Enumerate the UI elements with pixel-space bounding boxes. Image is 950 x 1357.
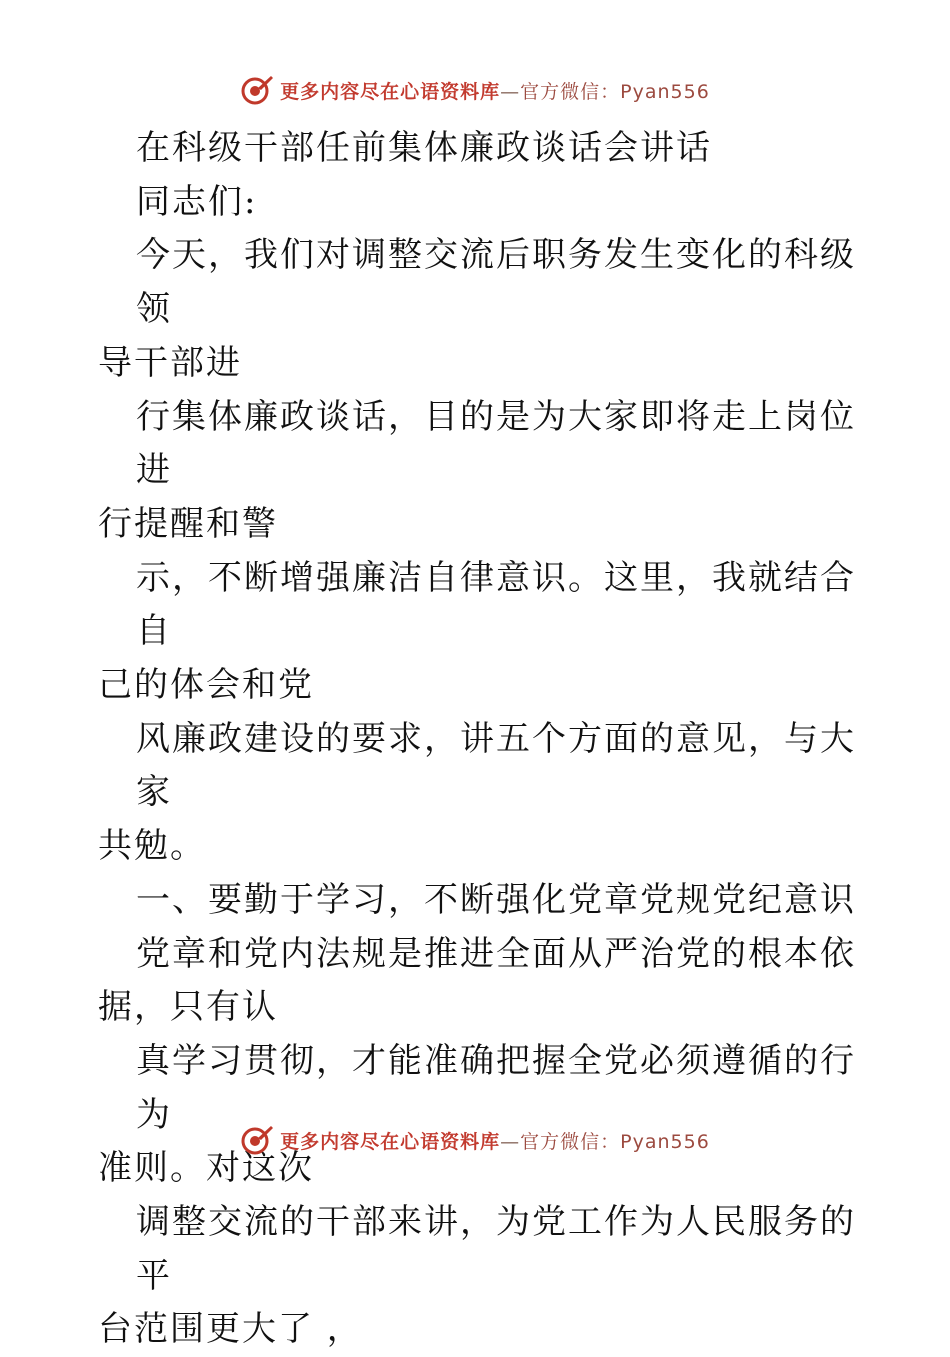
text-line: 导干部进 <box>98 342 242 383</box>
text-line: 风廉政建设的要求，讲五个方面的意见，与大家 <box>136 718 856 813</box>
document-body <box>98 122 858 1357</box>
line-row <box>98 659 858 713</box>
text-line: 真学习贯彻，才能准确把握全党必须遵循的行为 <box>136 1040 856 1135</box>
text-line: 示，不断增强廉洁自律意识。这里，我就结合自 <box>136 557 856 652</box>
watermark-dash: — <box>500 80 521 103</box>
line-row <box>98 122 858 176</box>
text-line: 共勉。 <box>98 826 206 867</box>
line-row <box>98 1196 858 1303</box>
watermark-wechat: 官方微信：Pyan556 <box>520 1130 710 1153</box>
footer-watermark-banner <box>0 1120 950 1160</box>
text-line: 行提醒和警 <box>98 503 278 544</box>
line-row <box>98 229 858 336</box>
watermark-dash: — <box>500 1130 521 1153</box>
watermark-brand: 更多内容尽在心语资料库 <box>280 1130 501 1153</box>
line-row <box>98 874 858 928</box>
text-line: 同志们: <box>136 181 258 222</box>
line-row <box>98 1303 858 1357</box>
text-line: 一、要勤于学习，不断强化党章党规党纪意识 <box>136 879 856 920</box>
text-line: 台范围更大了 ， <box>98 1309 363 1350</box>
line-row <box>98 337 858 391</box>
watermark-text <box>280 1127 710 1154</box>
line-row <box>98 552 858 659</box>
header-watermark-banner <box>0 70 950 110</box>
text-line: 党章和党内法规是推进全面从严治党的根本依 <box>136 933 856 974</box>
watermark-text <box>280 77 710 104</box>
text-line: 行集体廉政谈话，目的是为大家即将走上岗位进 <box>136 396 856 491</box>
line-row <box>98 498 858 552</box>
text-line: 准则。对这次 <box>98 1148 314 1189</box>
text-line: 己的体会和党 <box>98 665 314 706</box>
text-line: 今天，我们对调整交流后职务发生变化的科级领 <box>136 235 856 330</box>
pen-logo-icon <box>240 1123 274 1157</box>
text-line: 调整交流的干部来讲，为党工作为人民服务的平 <box>136 1202 856 1296</box>
line-row <box>98 713 858 820</box>
line-row <box>98 981 858 1035</box>
watermark-wechat: 官方微信：Pyan556 <box>520 80 710 103</box>
line-row <box>98 928 858 982</box>
text-line: 据，只有认 <box>98 987 278 1028</box>
watermark-brand: 更多内容尽在心语资料库 <box>280 80 501 103</box>
pen-logo-icon <box>240 73 274 107</box>
line-row <box>98 391 858 498</box>
document-title: 在科级干部任前集体廉政谈话会讲话 <box>136 128 712 168</box>
line-row <box>98 820 858 874</box>
line-row <box>98 176 858 230</box>
